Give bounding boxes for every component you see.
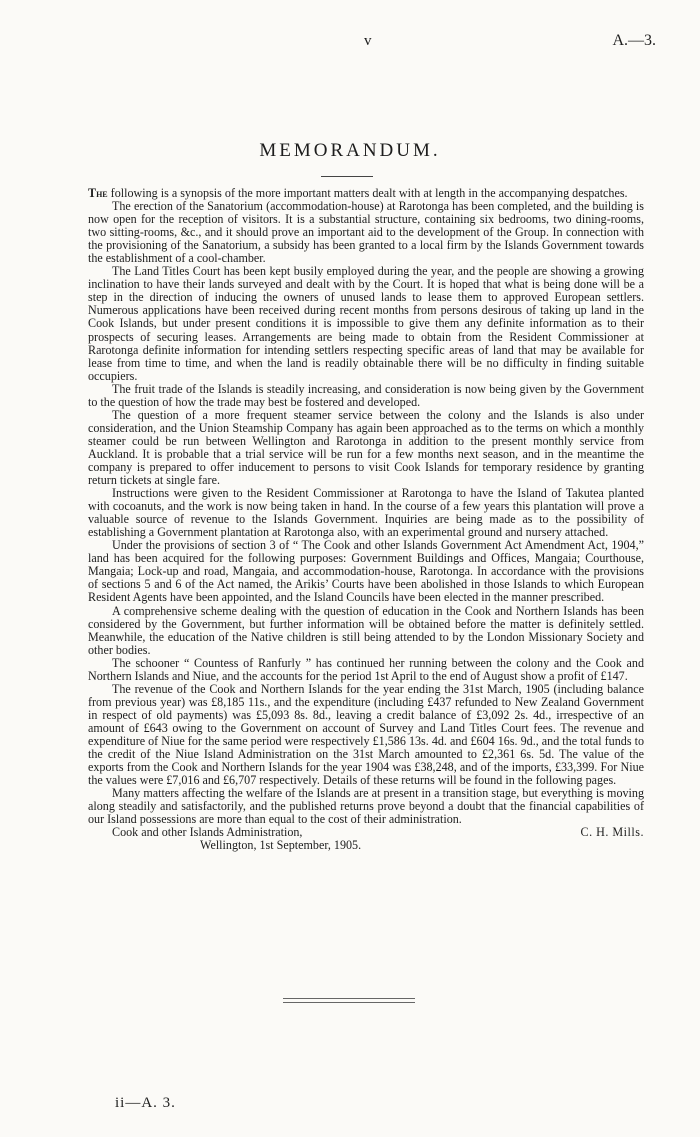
- paragraph-land-titles: The Land Titles Court has been kept busily employed during the year, and the people are showing a growing inclination to have their lands surveyed and dealt with by the Court. It is hoped that what is being done will be a step in the direction of inducing the owners of unused lands to lease them to approved European settlers. Numerous applications have been received during recent months from persons desirous of taking up land in the Cook Islands, but under present conditions it is impossible to give them any definite information as to their prospects of securing leases. Arrangements are being made to obtain from the Resident Commissioner at Rarotonga definite information for intending settlers respecting specific areas of land that may be available for lease from time to time, and when the land is readily obtainable there will be no difficulty in finding suitable occupiers.: [88, 264, 644, 383]
- paragraph-schooner: The schooner “ Countess of Ranfurly ” has continued her running between the colony and the Cook and Northern Islands and Niue, and the accounts for the period 1st April to the end of August show a profit of £147.: [88, 655, 644, 683]
- paragraph-fruit-trade: The fruit trade of the Islands is steadily increasing, and consideration is now being given by the Government to the question of how the trade may best be fostered and developed.: [88, 381, 644, 409]
- signature-row: [88, 826, 644, 839]
- paragraph-conclusion: Many matters affecting the welfare of the Islands are at present in a transition stage, but everything is moving along steadily and satisfactorily, and the published returns prove beyond a doubt that the financial capabilities of our Island possessions are more than equal to the cost of their administration.: [88, 786, 644, 827]
- document-reference: A.—3.: [612, 32, 656, 49]
- memorandum-body: [88, 187, 644, 852]
- paragraph-steamer-service: The question of a more frequent steamer service between the colony and the Islands is also under consideration, and the Union Steamship Company has again been approached as to the terms on which a monthly steamer could be run between Wellington and Rarotonga in addition to the present monthly service from Auckland. It is probable that a trial service will be run for a few months next season, and in the meantime the company is prepared to offer inducement to persons to visit Cook Islands for temporary residence by granting return tickets at single fare.: [88, 407, 644, 488]
- end-rule: [283, 998, 415, 999]
- signature-office: Cook and other Islands Administration,: [112, 825, 303, 840]
- intro-lead-word: The: [88, 186, 108, 200]
- paragraph-land-acquisition: Under the provisions of section 3 of “ The Cook and other Islands Government Act Amendment Act, 1904,” land has been acquired for the following purposes: Government Buildings and Offices, Mangaia; Courthouse, Mangaia; Lock-up and road, Mangaia, and accommodation-house, Rarotonga. In accordance with the provisions of sections 5 and 6 of the Act named, the Arikis’ Courts have been abolished in those Islands to which European Resident Agents have been appointed, and the Island Councils have been elected in the manner prescribed.: [88, 538, 644, 605]
- signature-name: C. H. Mills.: [580, 825, 644, 840]
- page-number: v: [364, 33, 372, 49]
- paragraph-sanatorium: The erection of the Sanatorium (accommodation-house) at Rarotonga has been completed, and the building is now open for the reception of visitors. It is a substantial structure, containing six bedrooms, two dining-rooms, two sitting-rooms, &c., and it should prove an important aid to the development of the Group. In connection with the provisioning of the Sanatorium, a subsidy has been granted to a local firm by the Islands Government towards the establishment of a cool-chamber.: [88, 199, 644, 266]
- paragraph-intro-text: following is a synopsis of the more important matters dealt with at length in the accompanying despatches.: [110, 186, 628, 200]
- signature-place-date: Wellington, 1st September, 1905.: [200, 838, 362, 853]
- paragraph-revenue: The revenue of the Cook and Northern Islands for the year ending the 31st March, 1905 (including balance from previous year) was £8,185 11s., and the expenditure (including £437 refunded to New Zealand Government in respect of old payments) was £5,093 8s. 8d., leaving a credit balance of £3,092 2s. 4d., irrespective of an amount of £643 owing to the Government on account of Survey and Land Titles Court fees. The revenue and expenditure of Niue for the same period were respectively £1,586 13s. 4d. and £604 16s. 9d., and the total funds to the credit of the Niue Island Administration on the 31st March amounted to £2,361 6s. 5d. The value of the exports from the Cook and Northern Islands for the year 1904 was £38,248, and of the imports, £33,399. For Niue the values were £7,016 and £6,707 respectively. Details of these returns will be found in the following pages.: [88, 681, 644, 788]
- memorandum-title: MEMORANDUM.: [259, 140, 441, 161]
- title-rule: [321, 176, 373, 177]
- paragraph-takutea-plantation: Instructions were given to the Resident Commissioner at Rarotonga to have the Island of Takutea planted with cocoanuts, and the work is now being taken in hand. In the course of a few years this plantation will prove a valuable source of revenue to the Islands Government. Inquiries are being made as to the possibility of establishing a Government plantation at Rarotonga also, with an experimental ground and nursery attached.: [88, 486, 644, 540]
- paragraph-education: A comprehensive scheme dealing with the question of education in the Cook and Northern Islands has been considered by the Government, but further information will be obtained before the matter is definitely settled. Meanwhile, the education of the Native children is still being attended to by the London Missionary Society and other bodies.: [88, 603, 644, 657]
- footer-signature-mark: ii—A. 3.: [115, 1095, 176, 1111]
- end-rule: [283, 1002, 415, 1003]
